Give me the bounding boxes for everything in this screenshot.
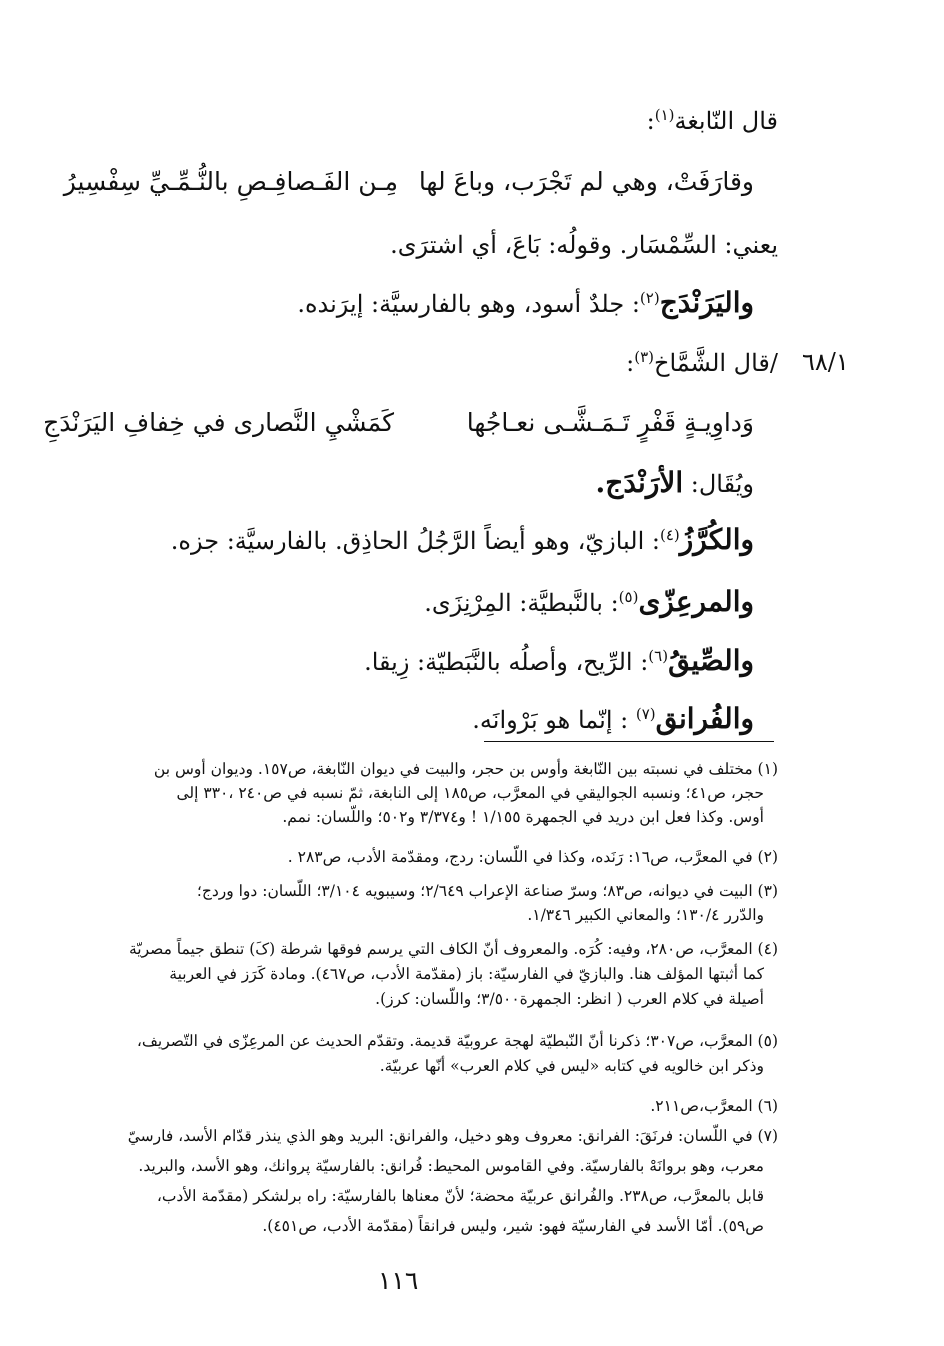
entry-siq	[364, 646, 754, 677]
intro-text: /قال الشَّمَّاخ	[653, 349, 778, 377]
definition: : جلدٌ أسود، وهو بالفارسيَّة: إيرَنده.	[297, 290, 640, 318]
footnote-ref: (٣)	[634, 348, 654, 366]
variant-line: ويُقَال: الأرَنْدَج.	[595, 466, 754, 499]
footnote-line: وذكر ابن خالويه في كتابه «ليس في كلام العرب» أنّها عربيّة.	[379, 1057, 764, 1075]
headword: والمرعِزّى	[638, 585, 754, 618]
verse-2-first-hemistich: وَداوِيـةٍ قَفْرٍ تَـمَـشَّـى نعـاجُها	[466, 408, 754, 437]
footnote-ref: (٢)	[639, 289, 660, 307]
entry-furaniq	[472, 704, 754, 735]
footnote-line: (٥) المعرَّب، ص٣٠٧؛ ذكرنا أنّ النّبطيّة لهجة عروبيّة قديمة. وتقدّم الحديث عن المرعِزّى في التّصريف،	[136, 1032, 778, 1050]
footnote-line: (٦) المعرَّب،ص٢١١.	[650, 1097, 778, 1115]
headword: والكُرَّزُ	[679, 523, 754, 556]
footnote-line: معرب، وهو بروانَهْ بالفارسيّة. وفي القاموس المحيط: فُرانق: بالفارسيّة پروانك، وهو الأسد، والبريد.	[138, 1157, 764, 1175]
entry-kurraz	[171, 525, 754, 556]
intro-line-2: /قال الشَّمَّاخ$^{(٣)}$:	[626, 348, 778, 377]
footnote-line: أوس. وكذا فعل ابن دريد في الجمهرة ١/١٥٥ ! و٣/٣٧٤ و٥٠٢؛ واللّسان: نمم.	[282, 808, 764, 826]
definition: : بالنَّبطيَّة: المِرْنِزَى.	[424, 589, 619, 617]
footnote-line: (٧) في اللّسان: فرنَقَ: الفرانق: معروف وهو دخيل، والفرانق: البريد وهو الذي ينذر قدّام الأسد، فارسيّ	[127, 1127, 778, 1145]
footnote-line: (٢) في المعرَّب، ص١٦: رَنَده، وكذا في اللّسان: ردج، ومقدّمة الأدب، ص٢٨٣ .	[287, 848, 778, 866]
footnote-line: حجر، ص٤١؛ ونسبه الجواليقي في المعرَّب، ص١٨٥ إلى النابغة، ثمّ نسبه في ص٢٤٠ ،٣٣٠ إلى	[176, 784, 764, 802]
verse-1-second-hemistich: مِـن الفَـصافِـصِ بالنُّـمِّـيِّ سِفْسِيرُ	[63, 167, 398, 196]
verse-1-first-hemistich: وقارَفَتْ، وهي لم تَجْرَب، وباعَ لها	[418, 167, 754, 196]
definition: : البازيّ، وهو أيضاً الرَّجُلُ الحاذِق. بالفارسيَّة: جزه.	[170, 527, 660, 555]
footnote-ref: (٧)	[635, 705, 656, 723]
entry-yarandaj	[297, 288, 754, 319]
intro-line-1: قال النّابغة$^{(١)}$:	[646, 106, 778, 135]
footnote-line: كما أثبتها المؤلف هنا. والبازيّ في الفارسيّة: باز (مقدّمة الأدب، ص٤٦٧). ومادة كَرَز في العربية	[169, 965, 764, 983]
headword: والفُرانق	[655, 702, 754, 735]
footnote-line: (٤) المعرَّب، ص٢٨٠، وفيه: كُرَه. والمعروف أنّ الكاف التي يرسم فوقها شرطة (کَ) تنطق جيماً مصريّة	[128, 940, 778, 958]
footnote-line: (١) مختلف في نسبته بين النّابغة وأوس بن حجر، والبيت في ديوان النّابغة، ص١٥٧. وديوان أوس بن	[153, 760, 778, 778]
headword: واليَرَنْدَج	[659, 286, 754, 319]
footnote-ref: (٦)	[648, 647, 669, 665]
footnote-line: قابل بالمعرَّب، ص٢٣٨. والفُرانق عربيّة محضة؛ لأنّ معناها بالفارسيّة: راه برلشكر (مقدّمة الأدب،	[156, 1187, 764, 1205]
footnote-line: والدّرر ١٣٠/٤؛ والمعاني الكبير ١/٣٤٦.	[527, 906, 764, 924]
footnote-separator	[484, 741, 774, 742]
footnote-line: (٣) البيت في ديوانه، ص٨٣؛ وسرّ صناعة الإعراب ٢/٦٤٩؛ وسيبويه ٣/١٠٤؛ اللّسان: دوا وردج؛	[196, 882, 778, 900]
definition: : إنّما هو بَرْوانَه.	[472, 706, 636, 734]
footnote-line: ص٥٩). أمّا الأسد في الفارسيّة فهو: شير، وليس فرانقاً (مقدّمة الأدب، ص٤٥١).	[262, 1217, 764, 1235]
definition: : الرِّيح، وأصلُه بالنَّبَطيّة: زِيقا.	[364, 648, 649, 676]
footnote-ref: (١)	[654, 106, 675, 124]
entry-mirizza	[424, 587, 754, 618]
footnote-line: أصيلة في كلام العرب ( انظر: الجمهرة٣/٥٠٠؛ واللّسان: كرز).	[375, 990, 764, 1008]
verse-2-second-hemistich: كَمَشْيِ النَّصارى في خِفافِ اليَرَنْدَجِ	[43, 408, 394, 437]
explanation-line: يعني: السِّمْسَار. وقولُه: بَاعَ، أي اشترَى.	[390, 231, 778, 259]
headword-variant: الأرَنْدَج.	[595, 466, 684, 499]
page-number: ١١٦	[378, 1266, 419, 1295]
margin-page-reference: ٦٨/١	[802, 348, 849, 376]
intro-text: قال النّابغة	[674, 107, 778, 135]
footnote-ref: (٤)	[659, 526, 680, 544]
footnote-ref: (٥)	[618, 588, 639, 606]
headword: والصِّيقُ	[668, 644, 754, 677]
